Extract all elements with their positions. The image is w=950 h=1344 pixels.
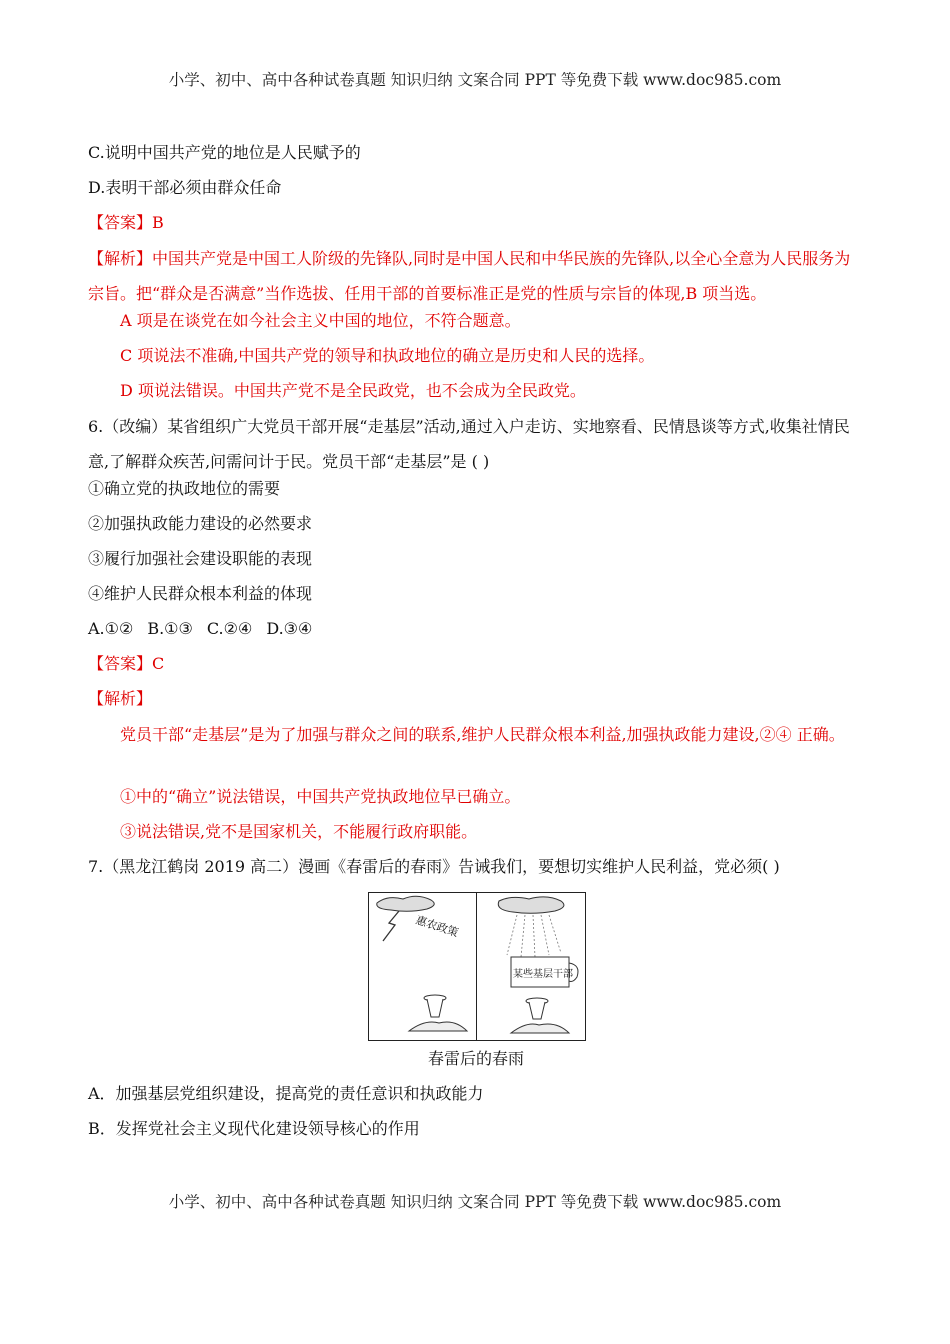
q6-option-c: C.②④ (206, 619, 253, 638)
q5-option-c: C.说明中国共产党的地位是人民赋予的 (88, 143, 361, 162)
q5-note-d: D 项说法错误。中国共产党不是全民政党，也不会成为全民政党。 (120, 381, 586, 400)
q7-stem: 7.（黑龙江鹤岗 2019 高二）漫画《春雷后的春雨》告诫我们，要想切实维护人民利益，党必须( ) (88, 857, 780, 876)
q7-option-b: B．发挥党社会主义现代化建设领导核心的作用 (88, 1119, 420, 1138)
q6-item-1: ①确立党的执政地位的需要 (88, 479, 281, 498)
q5-answer: 【答案】B (88, 213, 164, 232)
page-content (88, 143, 864, 1154)
page-footer: 小学、初中、高中各种试卷真题 知识归纳 文案合同 PPT 等免费下载 www.doc985.com (168, 1193, 782, 1211)
q5-note-a: A 项是在谈党在如今社会主义中国的地位，不符合题意。 (120, 311, 521, 330)
cartoon-panel-right (476, 892, 586, 1041)
q7-option-a: A．加强基层党组织建设，提高党的责任意识和执政能力 (88, 1084, 484, 1103)
q5-analysis-label: 【解析】 (88, 249, 153, 268)
cartoon-right-drawing (477, 893, 585, 1040)
q6-analysis-text: 党员干部“走基层”是为了加强与群众之间的联系,维护人民群众根本利益,加强执政能力建设,②④ 正确。 (120, 725, 845, 744)
q6-item-3: ③履行加强社会建设职能的表现 (88, 549, 313, 568)
q5-analysis (88, 241, 864, 311)
q6-analysis-label: 【解析】 (88, 689, 153, 708)
q6-note-1: ①中的“确立”说法错误，中国共产党执政地位早已确立。 (120, 787, 521, 806)
q6-item-4: ④维护人民群众根本利益的体现 (88, 584, 313, 603)
cartoon-right-label: 某些基层干部 (513, 969, 573, 980)
q6-option-d: D.③④ (266, 619, 313, 638)
q6-answer: 【答案】C (88, 654, 165, 673)
page-header: 小学、初中、高中各种试卷真题 知识归纳 文案合同 PPT 等免费下载 www.doc985.com (168, 71, 782, 89)
q5-note-c: C 项说法不准确,中国共产党的领导和执政地位的确立是历史和人民的选择。 (120, 346, 655, 365)
cartoon-caption: 春雷后的春雨 (427, 1049, 524, 1068)
cartoon-panel-left (368, 892, 478, 1041)
q6-stem: 6.（改编）某省组织广大党员干部开展“走基层”活动,通过入户走访、实地察看、民情恳谈等方式,收集社情民意,了解群众疾苦,问需问计于民。党员干部“走基层”是 ( ) (88, 417, 850, 471)
cartoon-left-label: 惠农政策 (414, 913, 460, 940)
q5-option-d: D.表明干部必须由群众任命 (88, 178, 282, 197)
q5-analysis-text: 中国共产党是中国工人阶级的先锋队,同时是中国人民和中华民族的先锋队,以全心全意为人民服务为宗旨。把“群众是否满意”当作选拔、任用干部的首要标准正是党的性质与宗旨的体现,B 项当选。 (88, 249, 851, 303)
q6-option-a: A.①② (88, 619, 134, 638)
cartoon-left-drawing (369, 893, 477, 1040)
q6-note-3: ③说法错误,党不是国家机关，不能履行政府职能。 (120, 822, 478, 841)
cartoon-figure (88, 892, 864, 1041)
q6-option-b: B.①③ (147, 619, 193, 638)
q6-options (88, 619, 864, 654)
q6-item-2: ②加强执政能力建设的必然要求 (88, 514, 313, 533)
